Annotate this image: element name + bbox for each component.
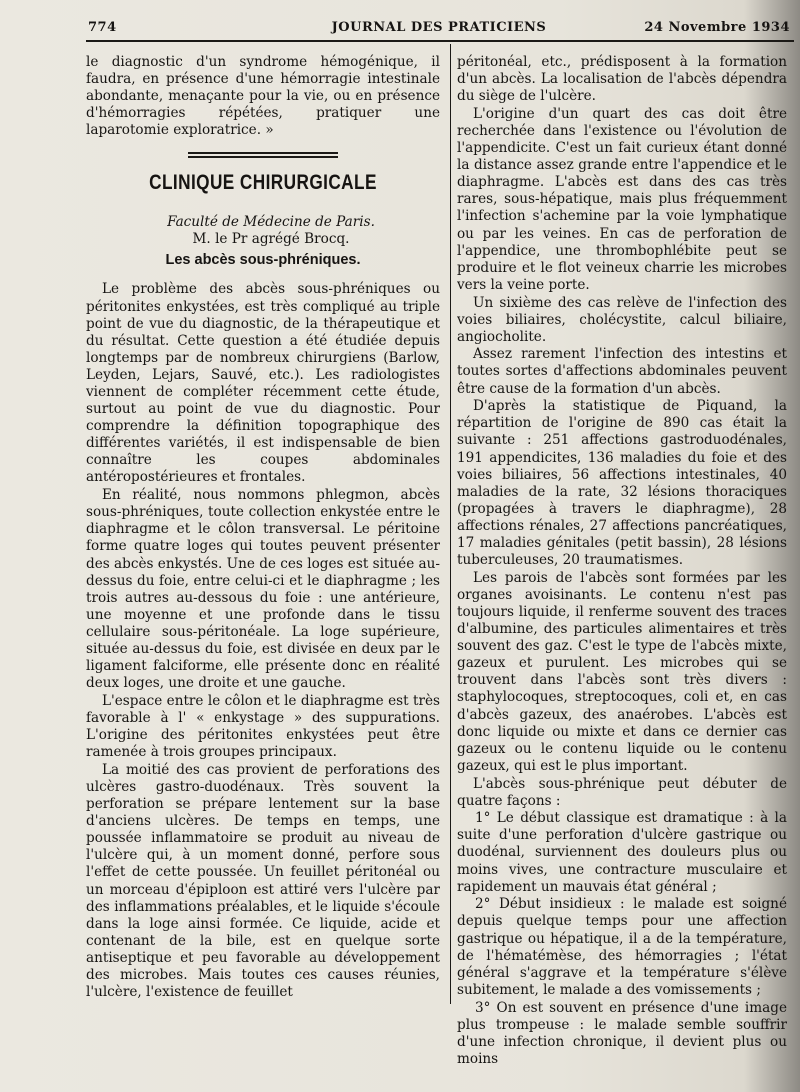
paragraph: Le problème des abcès sous-phréniques ou péritonites enkystées, est très compliqué au triple point de vue du diagnostic, de la thérapeutique et du résultat. Cette question a été étudiée depuis longtemps par de nombreux chirurgiens (Barlow, Leyden, Lejars, Sauvé, etc.). Les radiologistes viennent de compléter récemment cette étude, surtout au point de vue du diagnostic. Pour comprendre la définition topographique des différentes variétés, il est indispensable de bien connaître les coupes abdominales antéropostérieures et frontales. <box>86 281 440 486</box>
paragraph: Les parois de l'abcès sont formées par les organes avoisinants. Le contenu n'est pas toujours liquide, il renferme souvent des traces d'albumine, des particules alimentaires et très souvent des gaz. C'est le type de l'abcès mixte, gazeux et purulent. Les microbes qui se trouvent dans l'abcès sont très divers : staphylocoques, streptocoques, coli et, en cas d'abcès gazeux, des anaérobes. L'abcès est donc liquide ou mixte et dans ce dernier cas gazeux ou le contenu liquide ou le contenu gazeux, qui est le plus important. <box>457 569 787 774</box>
paragraph: D'après la statistique de Piquand, la répartition de l'origine de 890 cas était la suivante : 251 affections gastroduodénales, 191 appendicites, 136 maladies du foie et des voies biliaires, 56 affections intestinales, 40 maladies de la rate, 32 lésions thoraciques (propagées à travers le diaphragme), 28 affections rénales, 27 affections pancréatiques, 17 maladies génitales (petit bassin), 28 lésions tuberculeuses, 20 traumatismes. <box>457 398 787 569</box>
right-column <box>457 54 787 1068</box>
issue-date: 24 Novembre 1934 <box>644 20 790 35</box>
author-line: M. le Pr agrégé Brocq. <box>192 231 350 248</box>
article-title: Les abcès sous-phréniques. <box>165 252 361 269</box>
running-header <box>88 16 790 38</box>
paragraph: L'espace entre le côlon et le diaphragme est très favorable à l' « enkystage » des suppurations. L'origine des péritonites enkystées peut être ramenée à trois groupes principaux. <box>86 692 440 761</box>
paragraph: L'origine d'un quart des cas doit être recherchée dans l'existence ou l'évolution de l'appendicite. C'est un fait curieux étant donné la distance assez grande entre l'appendice et le diaphragme. L'abcès est dans des cas très rares, sous-hépatique, mais plus fréquemment l'infection s'achemine par la voie lymphatique ou par les veines. En cas de perforation de l'appendice, une thrombophlébite peut se produire et le flot veineux charrie les microbes vers la veine porte. <box>457 105 787 293</box>
continued-text: péritonéal, etc., prédisposent à la formation d'un abcès. La localisation de l'abcès dépendra du siège de l'ulcère. <box>457 54 787 105</box>
list-item: 3° On est souvent en présence d'une image plus trompeuse : le malade semble souffrir d'une infection chronique, il devient plus ou moins <box>457 999 787 1067</box>
left-column <box>86 54 440 1002</box>
paragraph: En réalité, nous nommons phlegmon, abcès sous-phréniques, toute collection enkystée entre le diaphragme et le côlon transversal. Le péritoine forme quatre loges qui toutes peuvent présenter des abcès enkystés. Une de ces loges est située au-dessus du foie, entre celui-ci et le diaphragme ; les trois autres au-dessous du foie : une antérieure, une moyenne et une profonde dans le tissu cellulaire sous-péritonéale. La loge supérieure, située au-dessus du foie, est divisée en deux par le ligament falciforme, elle présente donc en réalité deux loges, une droite et une gauche. <box>86 487 441 692</box>
paragraph: Assez rarement l'infection des intestins et toutes sortes d'affections abdominales peuvent être cause de la formation d'un abcès. <box>457 346 787 397</box>
header-rule <box>86 40 794 42</box>
paragraph: Un sixième des cas relève de l'infection des voies biliaires, cholécystite, calcul biliaire, angiocholite. <box>457 294 787 345</box>
section-title: CLINIQUE CHIRURGICALE <box>149 171 377 195</box>
paragraph: La moitié des cas provient de perforations des ulcères gastro-duodénaux. Très souvent la perforation se prépare lentement sur la base d'anciens ulcères. De temps en temps, une poussée inflammatoire se produit au niveau de l'ulcère qui, à un moment donné, perfore sous l'effet de cette poussée. Un feuillet péritonéal ou un morceau d'épiploon est attiré vers l'ulcère par des inflammations préalables, et le liquide s'écoule dans la loge ainsi formée. Ce liquide, acide et contenant de la bile, est en quelque sorte antiseptique et peu favorable au développement des microbes. Mais toutes ces causes réunies, l'ulcère, l'existence de feuillet <box>86 761 440 1001</box>
continued-text: le diagnostic d'un syndrome hémogénique, il faudra, en présence d'une hémorragie intestinale abondante, menaçante pour la vie, ou en présence d'hémorragies répétées, pratiquer une laparotomie exploratrice. » <box>86 54 440 139</box>
column-divider <box>450 44 451 1004</box>
page-number: 774 <box>88 20 117 35</box>
section-ornament <box>188 152 338 158</box>
list-item: 2° Début insidieux : le malade est soigné depuis quelque temps pour une affection gastrique ou hépatique, il a de la température, de l'hématémèse, des hémorragies ; l'état général s'aggrave et la température s'élève subitement, le malade a des vomissements ; <box>457 896 787 998</box>
journal-title: JOURNAL DES PRATICIENS <box>331 20 547 35</box>
faculty-line: Faculté de Médecine de Paris. <box>167 213 375 230</box>
paragraph: L'abcès sous-phrénique peut débuter de quatre façons : <box>457 775 787 809</box>
list-item: 1° Le début classique est dramatique : à la suite d'une perforation d'ulcère gastrique ou duodénal, surviennent des douleurs plus ou moins vives, une contracture musculaire et rapidement un mauvais état général ; <box>457 810 787 895</box>
